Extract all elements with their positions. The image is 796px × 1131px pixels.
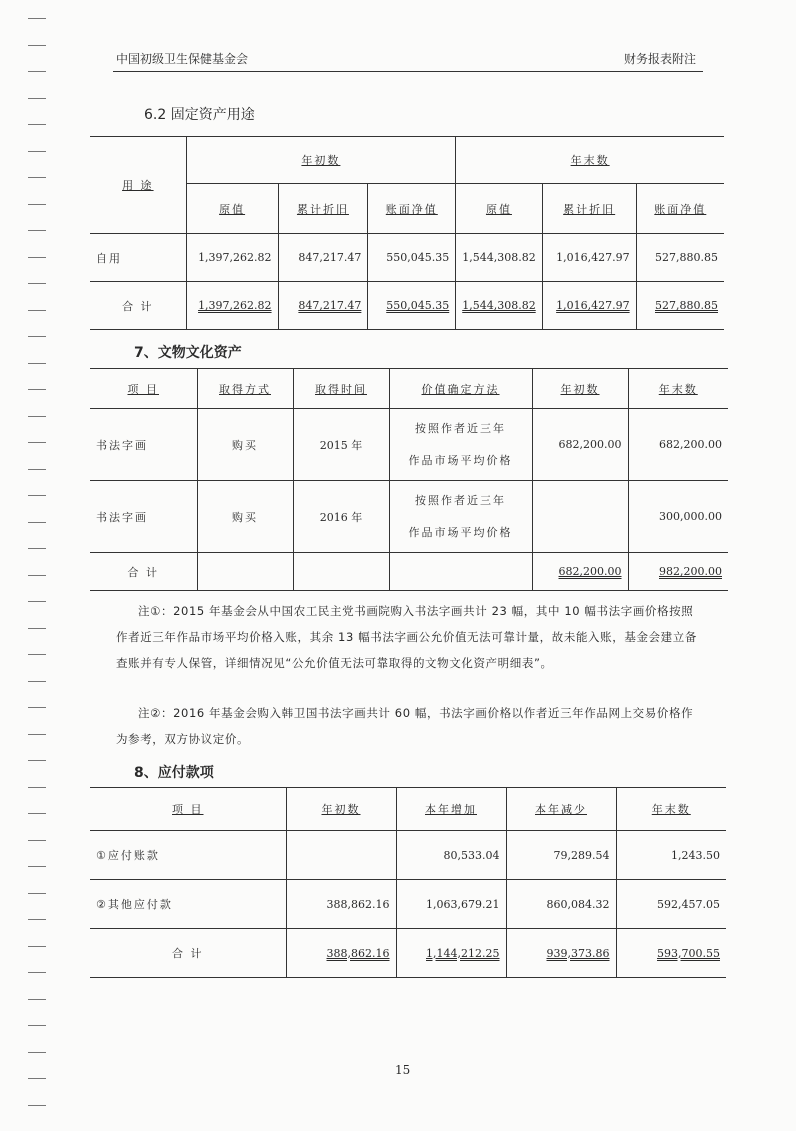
col-header-method: 取得方式	[197, 369, 293, 409]
col-header-begin: 年初数	[532, 369, 628, 409]
group-begin-header: 年初数	[186, 137, 456, 184]
empty-cell	[389, 553, 532, 591]
col-header-time: 取得时间	[293, 369, 389, 409]
end-cell: 300,000.00	[628, 481, 728, 553]
margin-dash	[28, 601, 46, 602]
valuation-cell	[389, 409, 532, 481]
table-row	[90, 409, 728, 481]
total-begin: 682,200.00	[532, 553, 628, 591]
margin-dash	[28, 71, 46, 72]
section-8-title: 8、应付款项	[134, 765, 214, 781]
margin-dash	[28, 972, 46, 973]
col-header-item: 项 目	[90, 788, 286, 831]
cultural-assets-table	[90, 368, 728, 591]
sub-header-cell: 累计折旧	[278, 184, 368, 234]
margin-dash	[28, 416, 46, 417]
valuation-line: 按照作者近三年	[415, 421, 506, 435]
margin-dash	[28, 336, 46, 337]
value-cell: 80,533.04	[396, 831, 506, 880]
row-label: 自用	[90, 234, 186, 282]
total-value: 1,544,308.82	[456, 282, 542, 330]
item-cell: 书法字画	[90, 409, 197, 481]
total-row	[90, 553, 728, 591]
empty-cell	[293, 553, 389, 591]
total-value: 1,144,212.25	[396, 929, 506, 978]
margin-dash	[28, 495, 46, 496]
begin-cell	[532, 481, 628, 553]
item-cell: ②其他应付款	[90, 880, 286, 929]
begin-cell: 682,200.00	[532, 409, 628, 481]
value-cell: 860,084.32	[506, 880, 616, 929]
total-end: 982,200.00	[628, 553, 728, 591]
valuation-line: 按照作者近三年	[415, 493, 506, 507]
section-6-2-title: 6.2 固定资产用途	[144, 107, 255, 123]
total-label: 合 计	[90, 553, 197, 591]
margin-dash	[28, 151, 46, 152]
margin-dash	[28, 840, 46, 841]
col-usage-header: 用 途	[90, 137, 186, 234]
time-cell: 2015 年	[293, 409, 389, 481]
value-cell	[286, 831, 396, 880]
time-cell: 2016 年	[293, 481, 389, 553]
table-row	[90, 481, 728, 553]
margin-dash	[28, 548, 46, 549]
col-header-begin: 年初数	[286, 788, 396, 831]
end-cell: 682,200.00	[628, 409, 728, 481]
margin-dash	[28, 866, 46, 867]
total-row	[90, 929, 726, 978]
margin-dash	[28, 18, 46, 19]
table-row	[90, 880, 726, 929]
payables-table	[90, 787, 726, 978]
margin-dash	[28, 389, 46, 390]
total-value: 1,397,262.82	[186, 282, 278, 330]
total-label: 合 计	[90, 929, 286, 978]
margin-dash	[28, 177, 46, 178]
margin-dash	[28, 1052, 46, 1053]
margin-dash	[28, 654, 46, 655]
margin-dash	[28, 522, 46, 523]
margin-dash	[28, 442, 46, 443]
sub-header-cell: 账面净值	[368, 184, 456, 234]
method-cell: 购买	[197, 481, 293, 553]
note-2: 注②：2016 年基金会购入韩卫国书法字画共计 60 幅，书法字画价格以作者近三年作品网上交易价格作为参考，双方协议定价。	[116, 706, 694, 746]
fixed-assets-usage-table	[90, 136, 724, 330]
margin-dash	[28, 919, 46, 920]
margin-punch-marks	[28, 18, 48, 1131]
total-value: 939,373.86	[506, 929, 616, 978]
margin-dash	[28, 230, 46, 231]
valuation-cell	[389, 481, 532, 553]
empty-cell	[197, 553, 293, 591]
header-section-name: 财务报表附注	[624, 52, 697, 66]
value-cell: 1,397,262.82	[186, 234, 278, 282]
page-number: 15	[395, 1063, 411, 1077]
value-cell: 527,880.85	[636, 234, 724, 282]
value-cell: 592,457.05	[616, 880, 726, 929]
margin-dash	[28, 575, 46, 576]
value-cell: 388,862.16	[286, 880, 396, 929]
col-header-end: 年末数	[628, 369, 728, 409]
col-header-item: 项 目	[90, 369, 197, 409]
sub-header-cell: 账面净值	[636, 184, 724, 234]
col-header-increase: 本年增加	[396, 788, 506, 831]
total-label: 合 计	[90, 282, 186, 330]
margin-dash	[28, 1025, 46, 1026]
col-header-valuation: 价值确定方法	[389, 369, 532, 409]
margin-dash	[28, 893, 46, 894]
sub-header-cell: 原值	[186, 184, 278, 234]
table-row	[90, 234, 724, 282]
group-end-header: 年末数	[456, 137, 724, 184]
col-header-end: 年末数	[616, 788, 726, 831]
value-cell: 1,544,308.82	[456, 234, 542, 282]
item-cell: 书法字画	[90, 481, 197, 553]
note-1: 注①：2015 年基金会从中国农工民主党书画院购入书法字画共计 23 幅，其中 10 幅书法字画价格按照作者近三年作品市场平均价格入账，其余 13 幅书法字画公允价值无法可靠计量，故未能入账，基金会建立备查账并有专人保管，详细情况见“公允价值无法可靠取得的文物文化资产明细表”。	[116, 604, 697, 670]
total-value: 1,016,427.97	[542, 282, 636, 330]
total-row	[90, 282, 724, 330]
total-value: 550,045.35	[368, 282, 456, 330]
margin-dash	[28, 310, 46, 311]
margin-dash	[28, 628, 46, 629]
total-value: 593,700.55	[616, 929, 726, 978]
value-cell: 1,063,679.21	[396, 880, 506, 929]
table-row	[90, 831, 726, 880]
margin-dash	[28, 45, 46, 46]
margin-dash	[28, 760, 46, 761]
item-cell: ①应付账款	[90, 831, 286, 880]
header-rule	[113, 71, 703, 72]
method-cell: 购买	[197, 409, 293, 481]
value-cell: 550,045.35	[368, 234, 456, 282]
section-7-title: 7、文物文化资产	[134, 345, 242, 361]
margin-dash	[28, 257, 46, 258]
value-cell: 1,243.50	[616, 831, 726, 880]
margin-dash	[28, 787, 46, 788]
margin-dash	[28, 469, 46, 470]
margin-dash	[28, 98, 46, 99]
sub-header-cell: 累计折旧	[542, 184, 636, 234]
margin-dash	[28, 204, 46, 205]
header-org-name: 中国初级卫生保健基金会	[116, 52, 249, 66]
col-header-decrease: 本年减少	[506, 788, 616, 831]
valuation-line: 作品市场平均价格	[408, 453, 513, 467]
margin-dash	[28, 734, 46, 735]
margin-dash	[28, 1105, 46, 1106]
margin-dash	[28, 363, 46, 364]
total-value: 847,217.47	[278, 282, 368, 330]
value-cell: 847,217.47	[278, 234, 368, 282]
margin-dash	[28, 1078, 46, 1079]
margin-dash	[28, 124, 46, 125]
sub-header-cell: 原值	[456, 184, 542, 234]
total-value: 527,880.85	[636, 282, 724, 330]
valuation-line: 作品市场平均价格	[408, 525, 513, 539]
margin-dash	[28, 946, 46, 947]
value-cell: 1,016,427.97	[542, 234, 636, 282]
value-cell: 79,289.54	[506, 831, 616, 880]
margin-dash	[28, 283, 46, 284]
margin-dash	[28, 999, 46, 1000]
margin-dash	[28, 681, 46, 682]
total-value: 388,862.16	[286, 929, 396, 978]
margin-dash	[28, 813, 46, 814]
margin-dash	[28, 707, 46, 708]
